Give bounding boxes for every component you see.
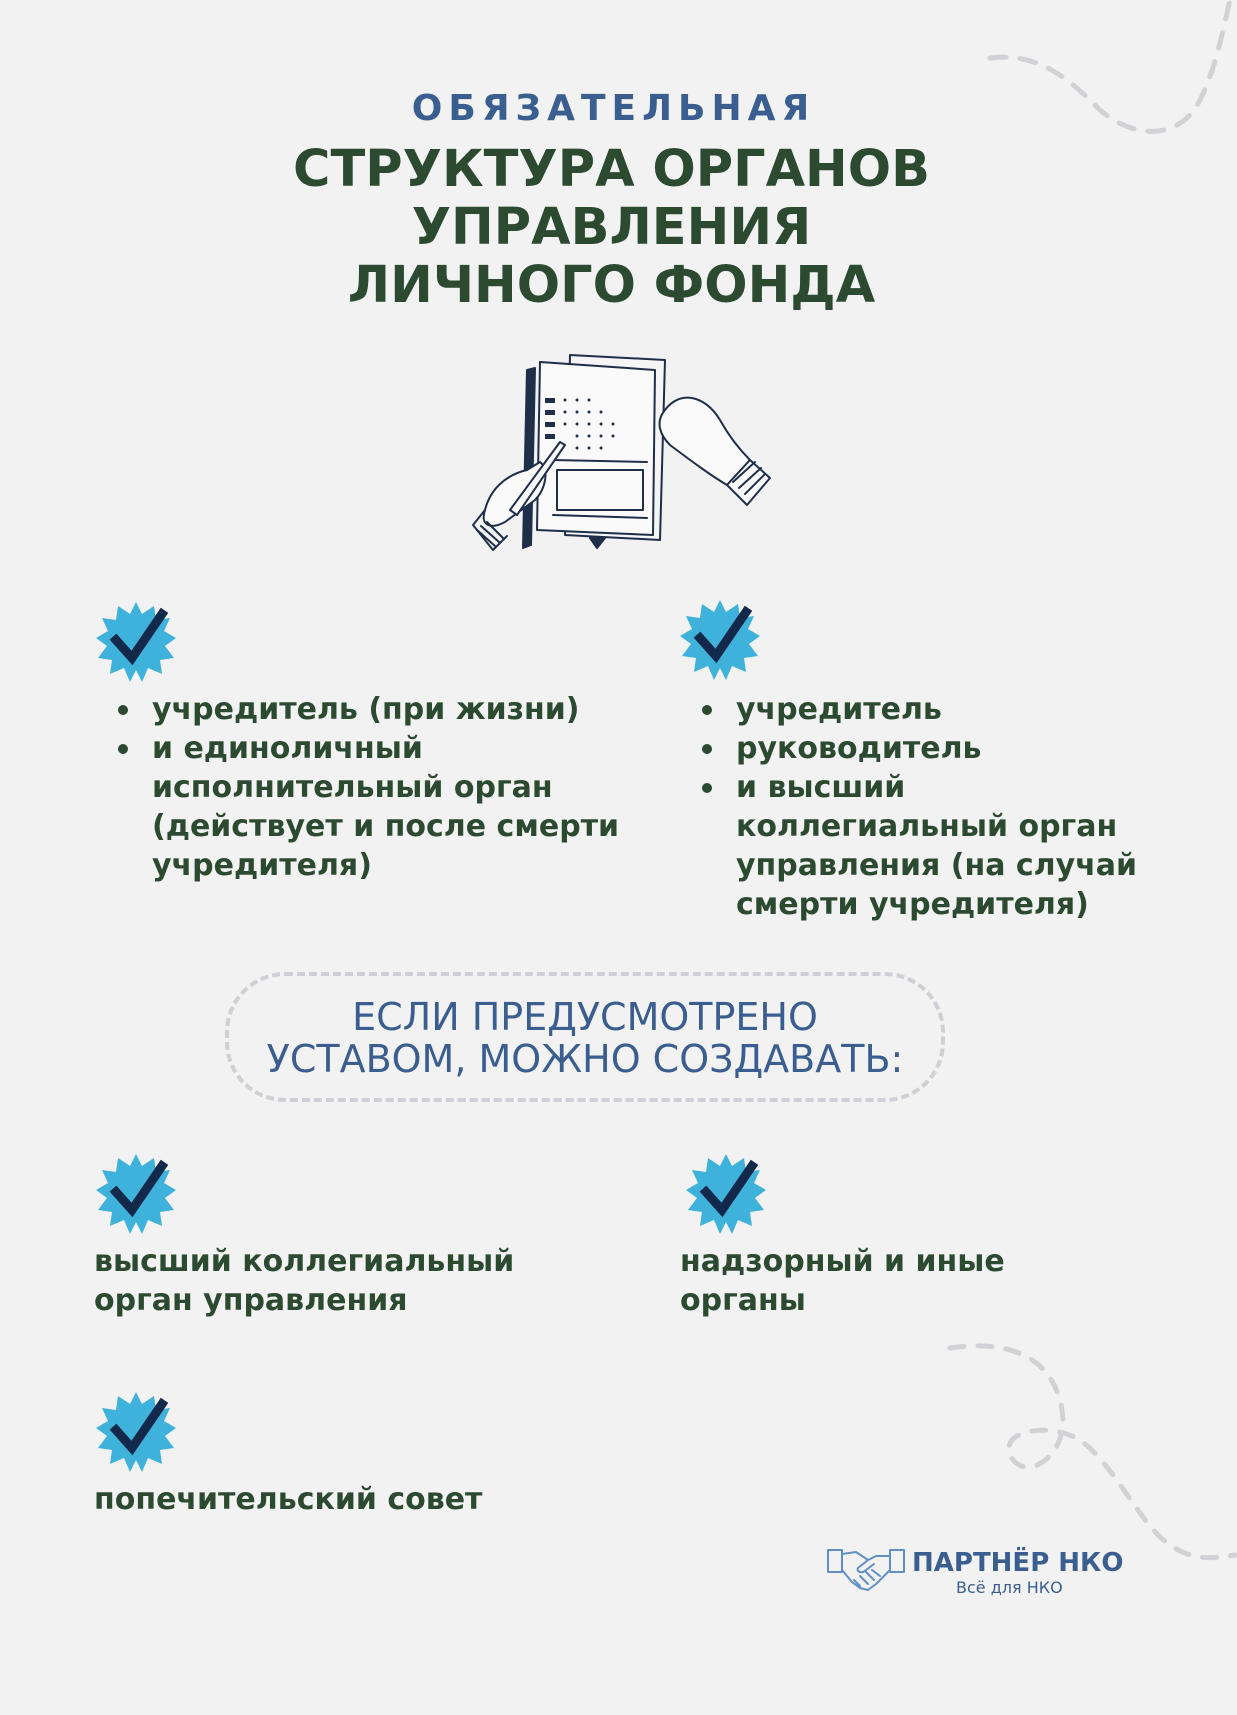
optional-item-supreme-body — [94, 1242, 614, 1320]
item-line: высший коллегиальный — [94, 1244, 515, 1279]
brand-logo — [826, 1542, 1124, 1598]
banner-line: УСТАВОМ, МОЖНО СОЗДАВАТЬ: — [266, 1037, 904, 1081]
item-line: надзорный и иные — [680, 1244, 1005, 1279]
logo-name: ПАРТНЁР НКО — [912, 1548, 1124, 1578]
optional-item-trustee-board — [94, 1480, 614, 1519]
optional-item-supervisory — [680, 1242, 1140, 1320]
check-badge-icon — [94, 1152, 178, 1236]
list-item: и единоличный исполнительный орган (действует и после смерти учредителя) — [116, 729, 676, 885]
page-subtitle: ОБЯЗАТЕЛЬНАЯ — [411, 88, 816, 129]
mandatory-list-right — [700, 690, 1170, 924]
page-title — [0, 141, 1237, 315]
check-badge-icon — [94, 1390, 178, 1474]
logo-tagline: Всё для НКО — [956, 1578, 1063, 1597]
list-item: и высший коллегиальный орган управления (на случай смерти учредителя) — [700, 768, 1170, 924]
page-header — [0, 88, 1237, 315]
optional-banner — [225, 972, 945, 1102]
check-badge-icon — [678, 598, 762, 682]
banner-line: ЕСЛИ ПРЕДУСМОТРЕНО — [352, 995, 818, 1039]
item-line: попечительский совет — [94, 1482, 483, 1517]
title-line: ЛИЧНОГО ФОНДА — [347, 256, 876, 315]
item-line: орган управления — [94, 1283, 408, 1318]
mandatory-list-left — [116, 690, 676, 885]
check-badge-icon — [684, 1152, 768, 1236]
item-line: органы — [680, 1283, 806, 1318]
list-item: руководитель — [700, 729, 1170, 768]
check-badge-icon — [94, 600, 178, 684]
handshake-icon — [826, 1542, 906, 1598]
title-line: СТРУКТУРА ОРГАНОВ — [293, 140, 930, 199]
document-hands-illustration — [465, 350, 775, 570]
title-line: УПРАВЛЕНИЯ — [411, 198, 812, 257]
list-item: учредитель (при жизни) — [116, 690, 676, 729]
list-item: учредитель — [700, 690, 1170, 729]
